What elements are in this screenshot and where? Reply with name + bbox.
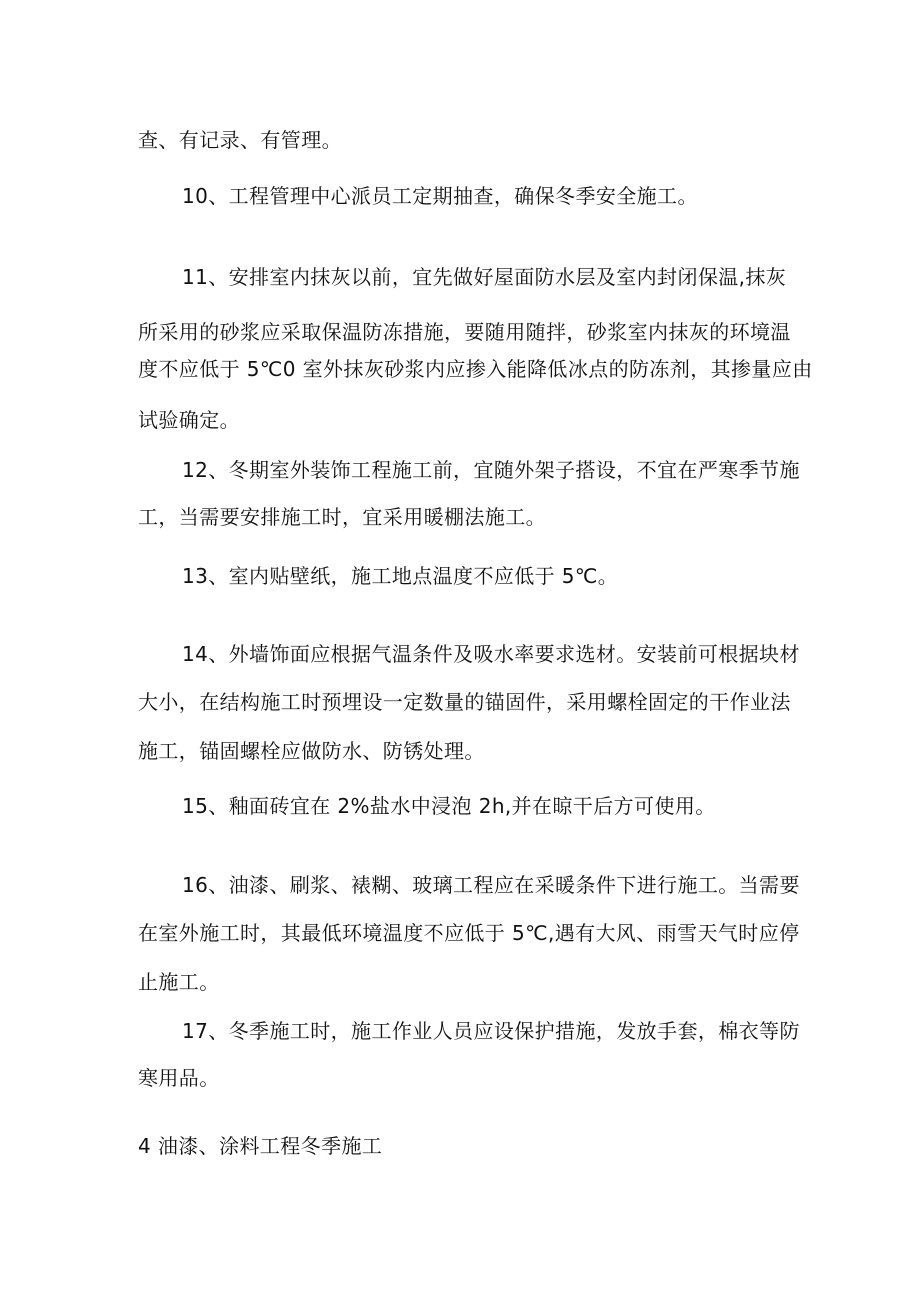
item-13-line-1: 13、室内贴壁纸，施工地点温度不应低于 5℃。 <box>182 564 619 588</box>
item-14-line-1: 14、外墙饰面应根据气温条件及吸水率要求选材。安装前可根据块材 <box>182 642 800 666</box>
item-16-line-1: 16、油漆、刷浆、裱糊、玻璃工程应在采暖条件下进行施工。当需要 <box>182 873 800 897</box>
item-16-line-2: 在室外施工时，其最低环境温度不应低于 5℃,遇有大风、雨雪天气时应停 <box>138 921 800 945</box>
item-14-line-2: 大小，在结构施工时预埋设一定数量的锚固件，采用螺栓固定的干作业法 <box>138 690 791 714</box>
item-12-line-1: 12、冬期室外装饰工程施工前，宜随外架子搭设，不宜在严寒季节施 <box>182 458 800 482</box>
section-heading: 4 油漆、涂料工程冬季施工 <box>138 1134 383 1158</box>
item-12-line-2: 工，当需要安排施工时，宜采用暖棚法施工。 <box>138 505 546 529</box>
item-11-line-4: 试验确定。 <box>138 408 240 432</box>
item-11-line-1: 11、安排室内抹灰以前，宜先做好屋面防水层及室内封闭保温,抹灰 <box>182 265 787 289</box>
item-11-line-2: 所采用的砂浆应采取保温防冻措施，要随用随拌，砂浆室内抹灰的环境温 <box>138 320 791 344</box>
item-17-line-2: 寒用品。 <box>138 1066 220 1090</box>
item-10-line-1: 10、工程管理中心派员工定期抽查，确保冬季安全施工。 <box>182 184 698 208</box>
item-17-line-1: 17、冬季施工时，施工作业人员应设保护措施，发放手套，棉衣等防 <box>182 1019 800 1043</box>
continuation-line: 查、有记录、有管理。 <box>138 128 342 152</box>
item-11-line-3: 度不应低于 5℃0 室外抹灰砂浆内应掺入能降低冰点的防冻剂，其掺量应由 <box>138 357 813 381</box>
item-14-line-3: 施工，锚固螺栓应做防水、防锈处理。 <box>138 739 485 763</box>
item-16-line-3: 止施工。 <box>138 970 220 994</box>
item-15-line-1: 15、釉面砖宜在 2%盐水中浸泡 2h,并在晾干后方可使用。 <box>182 794 716 818</box>
